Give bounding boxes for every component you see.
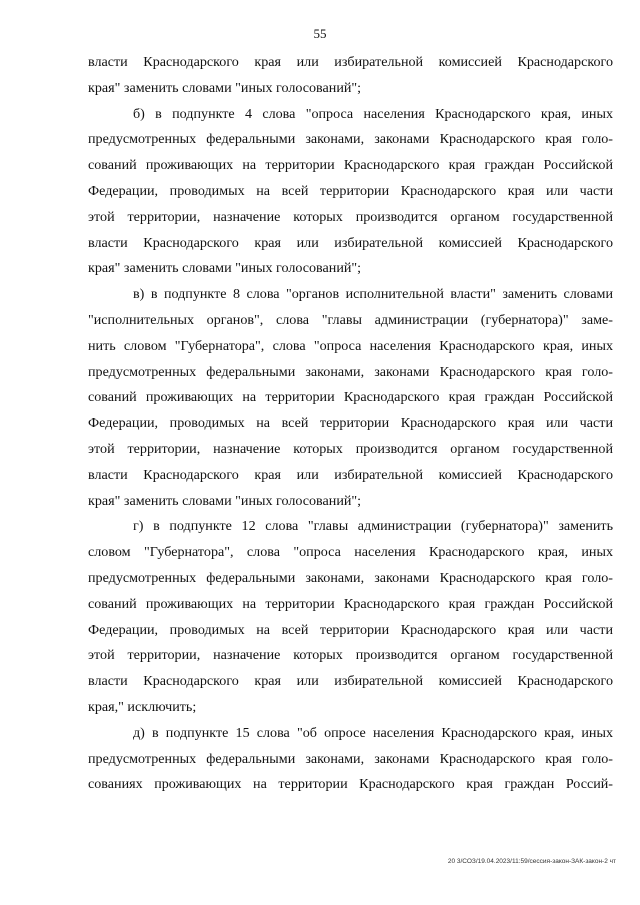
- text-line: этой территории, назначение которых производится органом государственной: [88, 440, 613, 457]
- text-line: власти Краснодарского края или избирательной комиссией Краснодарского: [88, 466, 613, 483]
- text-line: предусмотренных федеральными законами, законами Краснодарского края голо-: [88, 750, 613, 767]
- text-line: предусмотренных федеральными законами, законами Краснодарского края голо-: [88, 131, 613, 148]
- page-number: 55: [313, 26, 327, 41]
- text-line: Федерации, проводимых на всей территории Краснодарского края или части: [88, 182, 613, 199]
- text-line: нить словом "Губернатора", слова "опроса населения Краснодарского края, иных: [88, 337, 613, 354]
- footer-stamp: 20 3/СОЗ/19.04.2023/11:59/сессия-закон-ЗАК-закон-2 чт: [447, 858, 616, 865]
- text-line: сований проживающих на территории Краснодарского края граждан Российской: [88, 389, 613, 406]
- text-line: власти Краснодарского края или избирательной комиссией Краснодарского: [88, 673, 613, 690]
- text-line: этой территории, назначение которых производится органом государственной: [88, 647, 613, 664]
- text-line: сованиях проживающих на территории Краснодарского края граждан Россий-: [88, 776, 613, 793]
- text-line: Федерации, проводимых на всей территории Краснодарского края или части: [88, 415, 613, 432]
- text-line: края" заменить словами "иных голосований";: [88, 79, 362, 96]
- text-line: власти Краснодарского края или избирательной комиссией Краснодарского: [88, 54, 613, 70]
- text-line: края," исключить;: [88, 698, 197, 715]
- text-line: предусмотренных федеральными законами, законами Краснодарского края голо-: [88, 363, 613, 380]
- text-line: г) в подпункте 12 слова "главы администрации (губернатора)" заменить: [133, 518, 613, 535]
- body-text: [88, 50, 613, 798]
- text-line: словом "Губернатора", слова "опроса населения Краснодарского края, иных: [88, 544, 613, 561]
- text-line: "исполнительных органов", слова "главы администрации (губернатора)" заме-: [88, 311, 613, 328]
- text-line: сований проживающих на территории Краснодарского края граждан Российской: [88, 157, 613, 174]
- text-line: сований проживающих на территории Краснодарского края граждан Российской: [88, 595, 613, 612]
- text-line: д) в подпункте 15 слова "об опросе населения Краснодарского края, иных: [133, 724, 613, 741]
- text-line: края" заменить словами "иных голосований";: [88, 492, 362, 509]
- text-line: края" заменить словами "иных голосований";: [88, 260, 362, 277]
- text-line: б) в подпункте 4 слова "опроса населения Краснодарского края, иных: [133, 105, 613, 122]
- text-line: Федерации, проводимых на всей территории Краснодарского края или части: [88, 621, 613, 638]
- text-line: предусмотренных федеральными законами, законами Краснодарского края голо-: [88, 569, 613, 586]
- text-line: этой территории, назначение которых производится органом государственной: [88, 208, 613, 225]
- text-line: власти Краснодарского края или избирательной комиссией Краснодарского: [88, 234, 613, 251]
- text-line: в) в подпункте 8 слова "органов исполнительной власти" заменить словами: [133, 286, 613, 303]
